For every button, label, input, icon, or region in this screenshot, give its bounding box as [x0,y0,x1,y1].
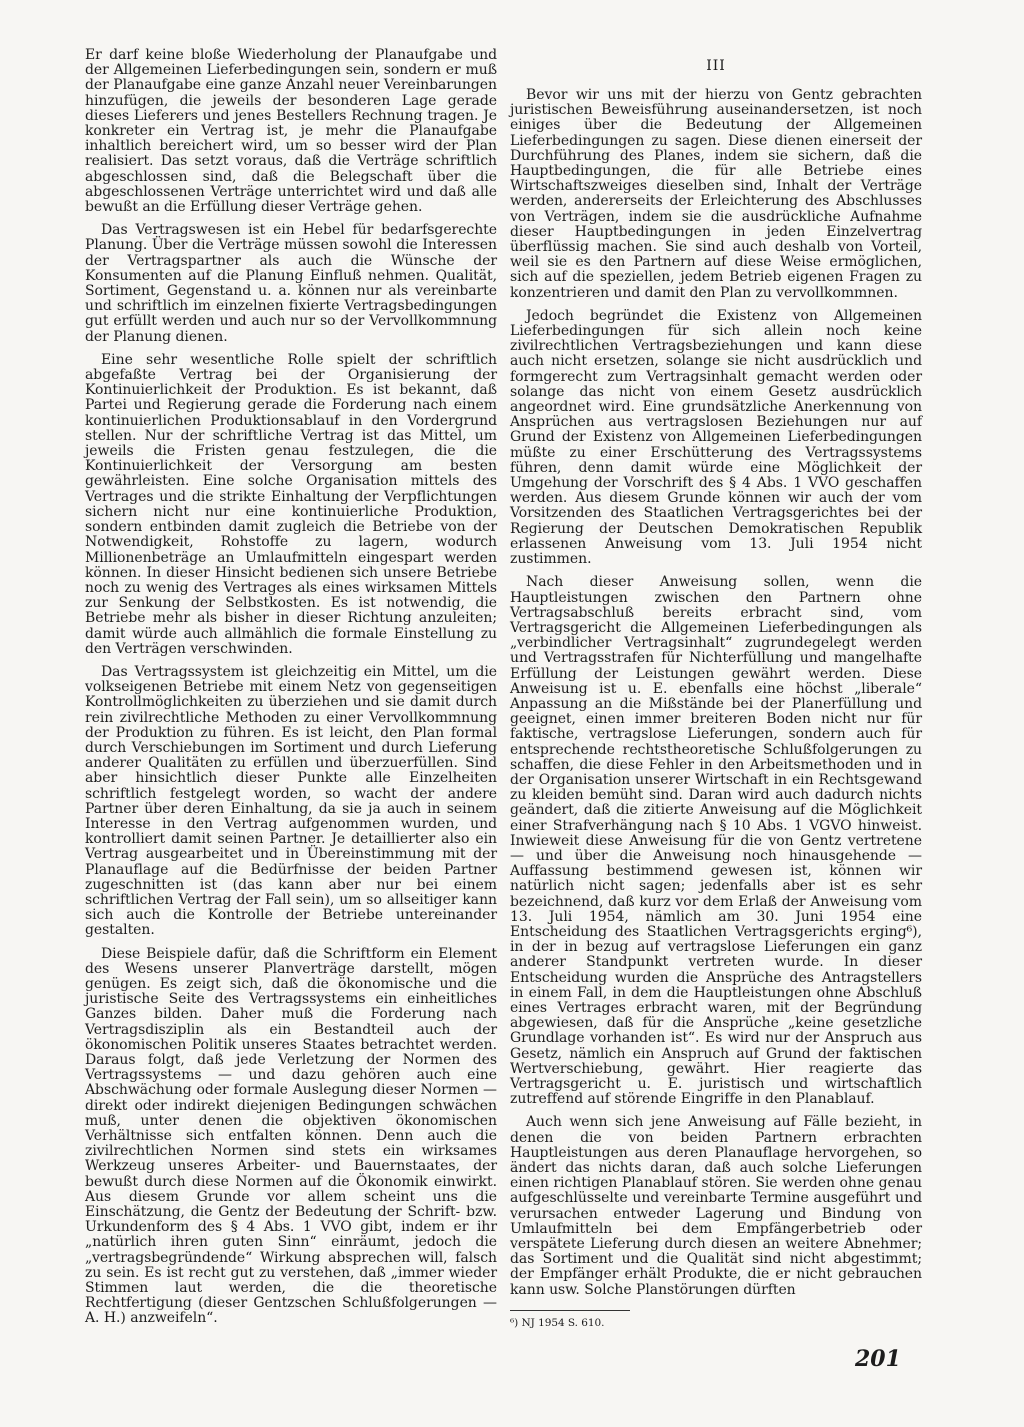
left-column [85,48,497,1335]
right-column [510,48,922,1338]
section-heading: III [706,58,726,74]
body-paragraph: Eine sehr wesentliche Rolle spielt der schriftlich abgefaßte Vertrag bei der Organisierung der Kontinuierlichkeit der Produktion. Es ist bekannt, daß Partei und Regierung gerade die Forderung nach einem kontinuierlichen Produktionsablauf in den Vordergrund stellen. Nur der schriftliche Vertrag ist das Mittel, um jeweils die Fristen genau festzulegen, die die Kontinuierlichkeit der Versorgung am besten gewährleisten. Eine solche Organisation mittels des Vertrages und die strikte Einhaltung der Verpflichtungen sichern nicht nur eine kontinuierliche Produktion, sondern entbinden damit zugleich die Betriebe von der Notwendigkeit, Rohstoffe zu lagern, wodurch Millionenbeträge an Umlaufmitteln eingespart werden können. In dieser Hinsicht bedienen sich unsere Betriebe noch zu wenig des Vertrages als eines wirksamen Mittels zur Senkung der Selbstkosten. Es ist notwendig, die Betriebe mehr als bisher in dieser Richtung anzuleiten; damit würde auch allmählich die formale Einstellung zu den Verträgen verschwinden. [85,351,497,657]
body-paragraph: Nach dieser Anweisung sollen, wenn die Hauptleistungen zwischen den Partnern ohne Vertragsabschluß bereits erbracht sind, vom Vertragsgericht die Allgemeinen Lieferbedingungen als „verbindlicher Vertragsinhalt“ zugrundegelegt werden und Vertragsstrafen für Nichterfüllung und mangelhafte Erfüllung der Leistungen gewährt werden. Diese Anweisung ist u. E. ebenfalls eine höchst „liberale“ Anpassung an die Mißstände bei der Planerfüllung und geeignet, einen immer breiteren Boden nicht nur für faktische, vertragslose Lieferungen, sondern auch für entsprechende rechtstheoretische Schlußfolgerungen zu schaffen, die diese Fehler in den Arbeitsmethoden und in der Organisation unserer Wirtschaft in ein Rechtsgewand zu kleiden bemüht sind. Daran wird auch dadurch nichts geändert, daß die zitierte Anweisung auf die Möglichkeit einer Strafverhängung nach § 10 Abs. 1 VGVO hinweist. Inwieweit diese Anweisung für die von Gentz vertretene — und über die Anweisung noch hinausgehende — Auffassung bestimmend gewesen ist, können wir natürlich nicht sagen; jedenfalls aber ist es sehr bezeichnend, daß kurz vor dem Erlaß der Anweisung vom 13. Juli 1954, nämlich am 30. Juni 1954 eine Entscheidung des Staatlichen Vertragsgerichts erging⁶), in der in bezug auf vertragslose Lieferungen ein ganz anderer Standpunkt vertreten wurde. In dieser Entscheidung wurden die Ansprüche des Antragstellers in einem Fall, in dem die Hauptleistungen ohne Abschluß eines Vertrages erbracht waren, mit der Begründung abgewiesen, daß für die Ansprüche „keine gesetzliche Grundlage vorhanden ist“. Es wird nur der Anspruch aus Gesetz, nämlich ein Anspruch auf Grund der faktischen Wertverschiebung, gewährt. Hier reagierte das Vertragsgericht u. E. juristisch und wirtschaftlich zutreffend auf störende Eingriffe in den Planablauf. [510,574,922,1108]
page-number: 201 [855,1346,901,1372]
body-paragraph: Das Vertragssystem ist gleichzeitig ein Mittel, um die volkseigenen Betriebe mit einem Netz von gegenseitigen Kontrollmöglichkeiten zu überziehen und sie damit durch rein zivilrechtliche Methoden zu einer Vervollkommnung der Produktion zu führen. Es ist leicht, den Plan formal durch Verschiebungen im Sortiment und durch Lieferung anderer Qualitäten zu erfüllen und überzuerfüllen. Sind aber hinsichtlich dieser Punkte alle Einzelheiten schriftlich festgelegt worden, so wacht der andere Partner über deren Einhaltung, da sie ja auch in seinem Interesse in den Vertrag aufgenommen wurden, und kontrolliert damit seinen Partner. Je detaillierter also ein Vertrag ausgearbeitet und in Übereinstimmung mit der Planauflage auf die Bedürfnisse der beiden Partner zugeschnitten ist (das kann aber nur bei einem schriftlichen Vertrag der Fall sein), um so allseitiger kann sich auch die Kontrolle der Betriebe untereinander gestalten. [85,663,497,939]
body-paragraph: Er darf keine bloße Wiederholung der Planaufgabe und der Allgemeinen Lieferbedingungen sein, sondern er muß der Planaufgabe eine ganze Anzahl neuer Vereinbarungen hinzufügen, die jeweils der besonderen Lage gerade dieses Lieferers und jenes Bestellers Rechnung tragen. Je konkreter ein Vertrag ist, je mehr die Planaufgabe inhaltlich bereichert wird, um so besser wird der Plan realisiert. Das setzt voraus, daß die Verträge schriftlich abgeschlossen sind, daß die Belegschaft über die abgeschlossenen Verträge unterrichtet wird und daß alle bewußt an die Erfüllung dieser Verträge gehen. [85,47,497,216]
body-paragraph: Auch wenn sich jene Anweisung auf Fälle bezieht, in denen die von beiden Partnern erbrachten Hauptleistungen aus deren Planauflage hervorgehen, so ändert das nichts daran, daß auch solche Lieferungen einen richtigen Planablauf stören. Sie werden ohne genau aufgeschlüsselte und vereinbarte Termine ausgeführt und verursachen entweder Lagerung und Bindung von Umlaufmitteln bei dem Empfängerbetrieb oder verspätete Lieferung durch diesen an weitere Abnehmer; das Sortiment und die Qualität sind nicht abgestimmt; der Empfänger erhält Produkte, die er nicht gebrauchen kann usw. Solche Planstörungen dürften [510,1114,922,1298]
footnote: ⁶) NJ 1954 S. 610. [510,1316,605,1329]
body-paragraph: Bevor wir uns mit der hierzu von Gentz gebrachten juristischen Beweisführung auseinandersetzen, ist noch einiges über die Bedeutung der Allgemeinen Lieferbedingungen zu sagen. Diese dienen einerseit der Durchführung des Planes, indem sie sichern, daß die Hauptbedingungen, die für alle Betriebe eines Wirtschaftszweiges dieselben sind, Inhalt der Verträge werden, andererseits der Erleichterung des Abschlusses von Verträgen, indem sie die ausdrückliche Aufnahme dieser Hauptbedingungen in jeden Einzelvertrag überflüssig machen. Sie sind auch deshalb von Vorteil, weil sie es den Partnern auf diese Weise ermöglichen, sich auf die speziellen, jedem Betrieb eigenen Fragen zu konzentrieren und damit den Plan zu vervollkommnen. [510,87,922,301]
body-paragraph: Diese Beispiele dafür, daß die Schriftform ein Element des Wesens unserer Planverträge darstellt, mögen genügen. Es zeigt sich, daß die ökonomische und die juristische Seite des Vertragssystems ein einheitliches Ganzes bilden. Daher muß die Forderung nach Vertragsdisziplin als ein Bestandteil auch der ökonomischen Politik unseres Staates betrachtet werden. Daraus folgt, daß jede Verletzung der Normen des Vertragssystems — und dazu gehören auch eine Abschwächung oder formale Auslegung dieser Normen — direkt oder indirekt diejenigen Bedingungen schwächen muß, unter denen die objektiven ökonomischen Verhältnisse sich entfalten können. Denn auch die zivilrechtlichen Normen sind stets ein wirksames Werkzeug unseres Arbeiter- und Bauernstaates, der bewußt durch diese Normen auf die Ökonomik einwirkt. Aus diesem Grunde vor allem scheint uns die Einschätzung, die Gentz der Bedeutung der Schrift- bzw. Urkundenform des § 4 Abs. 1 VVO gibt, indem er ihr „natürlich ihren guten Sinn“ einräumt, jedoch die „vertragsbegründende“ Wirkung absprechen will, falsch zu sein. Es ist recht gut zu verstehen, daß „immer wieder Stimmen laut werden, die die theoretische Rechtfertigung (dieser Gentzschen Schlußfolgerungen — A. H.) anzweifeln“. [85,945,497,1327]
body-paragraph: Das Vertragswesen ist ein Hebel für bedarfsgerechte Planung. Über die Verträge müssen sowohl die Interessen der Vertragspartner als auch die Wünsche der Konsumenten auf die Planung Einfluß nehmen. Qualität, Sortiment, Gegenstand u. a. können nur als vereinbarte und schriftlich im einzelnen fixierte Vertragsbedingungen gut erfüllt werden und auch nur so der Vervollkommnung der Planung dienen. [85,222,497,345]
body-paragraph: Jedoch begründet die Existenz von Allgemeinen Lieferbedingungen für sich allein noch keine zivilrechtlichen Vertragsbeziehungen und kann diese auch nicht ersetzen, solange sie nicht ausdrücklich und formgerecht zum Vertragsinhalt gemacht werden oder solange das nicht von einem Gesetz ausdrücklich angeordnet wird. Eine grundsätzliche Anerkennung von Ansprüchen aus vertragslosen Beziehungen nur auf Grund der Existenz von Allgemeinen Lieferbedingungen müßte zu einer Erschütterung des Vertragssystems führen, denn damit würde eine Möglichkeit der Umgehung der Vorschrift des § 4 Abs. 1 VVO geschaffen werden. Aus diesem Grunde können wir auch der vom Vorsitzenden des Staatlichen Vertragsgerichtes bei der Regierung der Deutschen Demokratischen Republik erlassenen Anweisung vom 13. Juli 1954 nicht zustimmen. [510,307,922,568]
footnote-divider [510,1310,630,1311]
